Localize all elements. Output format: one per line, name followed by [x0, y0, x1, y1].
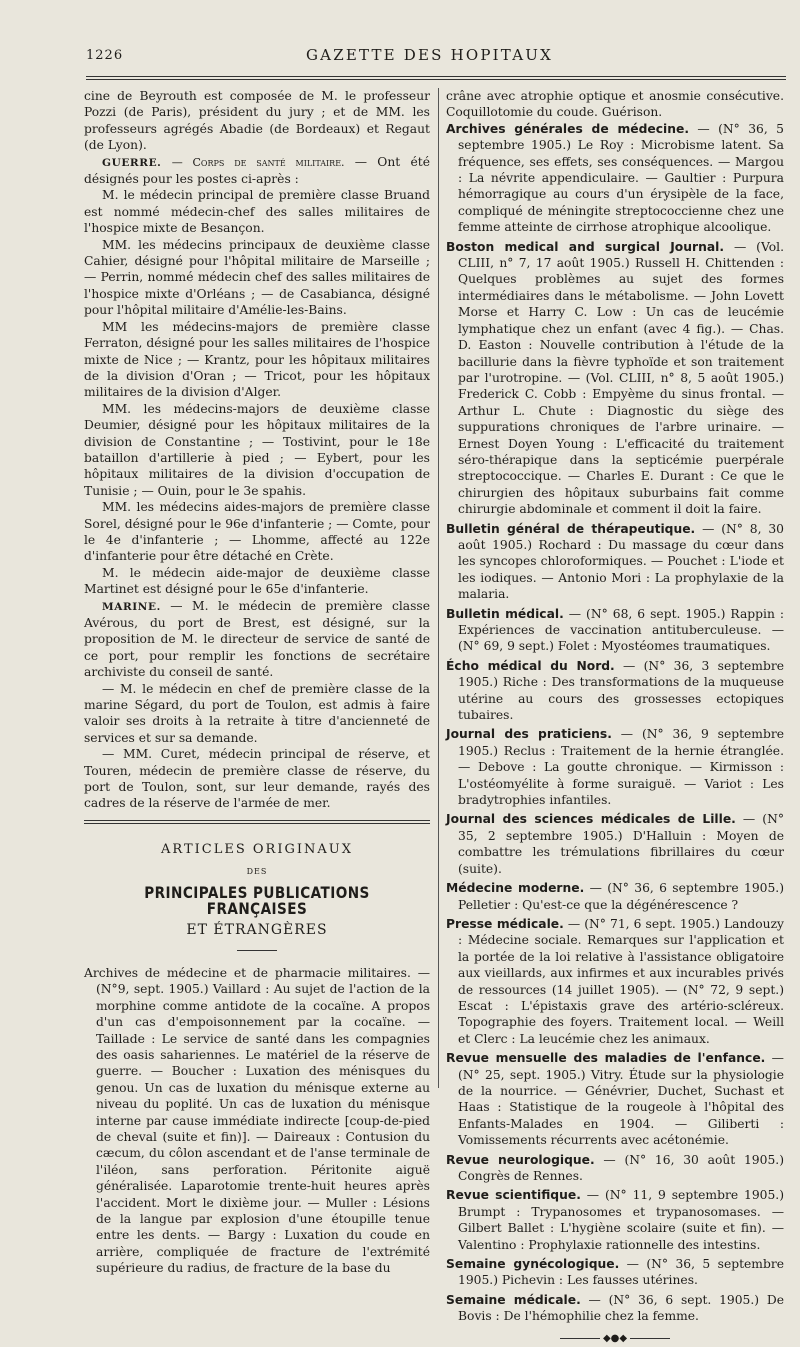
- entry-text: — (N° 68, 6 sept. 1905.) Rappin : Expériences de vaccination antituberculeuse. — (N° 69, 9 sept.) Folet : Myostéomes traumatiques.: [458, 606, 785, 654]
- guerre-paragraph: [84, 154, 430, 188]
- entry-semaine-medicale: [446, 1292, 784, 1325]
- journal-name: Boston medical and surgical Journal.: [446, 239, 725, 254]
- entry-text: — (N° 16, 30 août 1905.) Congrès de Rennes.: [458, 1152, 784, 1183]
- header-rule-bottom: [86, 79, 786, 80]
- paragraph-1: M. le médecin principal de première classe Bruand est nommé médecin-chef des salles militaires de l'hospice mixte de Besançon.: [84, 188, 430, 236]
- marine-paragraph: [84, 598, 430, 681]
- page-number: 1226: [86, 48, 124, 63]
- journal-name: Écho médical du Nord.: [446, 658, 615, 673]
- entry-archives-pharmacie: Archives de médecine et de pharmacie militaires. — (N°9, sept. 1905.) Vaillard : Au sujet de l'action de la morphine comme antidote de la cocaïne. A propos d'un cas d'empoisonnement par la cocaïne. — Taillade : Le service de santé dans les compagnies des oasis sahariennes. Le matériel de la réserve de guerre. — Boucher : Luxation des ménisques du genou. Un cas de luxation du ménisque externe au niveau du poplité. Un cas de luxation du ménisque interne par cause immédiate indirecte [coup-de-pied de cheval (suite et fin)]. — Daireaux : Contusion du cæcum, du côlon ascendant et de l'anse terminale de l'iléon, sans perforation. Péritonite aiguë généralisée. Laparotomie trente-huit heures après l'accident. Mort le dixième jour. — Muller : Lésions de la langue par explosion d'une étoupille tenue entre les dents. — Bargy : Luxation du coude en arrière, compliquée de fracture de l'extrémité supérieure du radius, de fracture de la base du: [84, 965, 430, 1276]
- entry-text: — (N° 36, 9 septembre 1905.) Reclus : Traitement de la hernie étranglée. — Debove : La goutte chronique. — Kirmisson : L'ostéomyélite à forme suraiguë. — Variot : Les bradytrophies infantiles.: [458, 727, 784, 808]
- entry-journal-praticiens: [446, 726, 784, 808]
- entry-text: — (N° 36, 3 septembre 1905.) Riche : Des transformations de la muqueuse utérine au cours des grossesses ectopiques tubaires.: [458, 658, 784, 723]
- entry-text: — (N° 36, 6 sept. 1905.) De Bovis : De l'hémophilie chez la femme.: [458, 1292, 784, 1324]
- entry-revue-scientifique: [446, 1187, 784, 1253]
- entry-text: — (N° 71, 6 sept. 1905.) Landouzy : Médecine sociale. Remarques sur l'application et la portée de la loi relative à l'assistance obligatoire aux vieillards, aux infirmes et aux incurables privés de ressources (14 juillet 1905). — (N° 72, 9 sept.) Escat : L'épistaxis grave des artério-scléreux. Topographie des foyers. Traitement local. — Weill et Clerc : La leucémie chez les animaux.: [458, 916, 785, 1046]
- entry-archives-generales: [446, 121, 784, 236]
- journal-name: Journal des sciences médicales de Lille.: [446, 812, 736, 827]
- paragraph-intro: cine de Beyrouth est composée de M. le professeur Pozzi (de Paris), président du jury ; et de MM. les professeurs agrégés Abadie (de Bordeaux) et Regaut (de Lyon).: [84, 89, 430, 153]
- entry-text: — (N° 36, 6 septembre 1905.) Pelletier : Qu'est-ce que la dégénérescence ?: [458, 881, 784, 912]
- header-rule-top: [86, 76, 786, 77]
- paragraph-4: MM. les médecins-majors de deuxième classe Deumier, désigné pour les hôpitaux militaires de la division de Constantine ; — Tostivint, pour le 18e bataillon d'artillerie à pied ; — Eybert, pour les hôpitaux militaires de la division d'occupation de Tunisie ; — Ouin, pour le 3e spahis.: [84, 401, 430, 498]
- entry-boston-journal: [446, 239, 784, 518]
- entry-text: — (N° 36, 5 septembre 1905.) Pichevin : Les fausses utérines.: [458, 1257, 784, 1288]
- entry-text: — (N° 11, 9 septembre 1905.) Brumpt : Trypanosomes et trypanosomases. — Gilbert Ballet : L'hygiène scolaire (suite et fin). — Valentino : Prophylaxie rationnelle des intestins.: [458, 1188, 784, 1252]
- guerre-label: GUERRE.: [102, 156, 162, 169]
- journal-name: Revue mensuelle des maladies de l'enfance.: [446, 1051, 766, 1066]
- entry-text: — (Vol. CLIII, n° 7, 17 août 1905.) Russell H. Chittenden : Quelques problèmes au sujet des formes intermédiaires dans le métabolisme. — John Lovett Morse et Harry C. Low : Un cas de leucémie lymphatique chez un enfant (avec 4 fig.). — Chas. D. Easton : Nouvelle contribution à l'étude de la bacillurie dans la fièvre typhoïde et son traitement par l'urotropine. — (Vol. CLIII, n° 8, 5 août 1905.) Frederick C. Cobb : Empyème du sinus frontal. — Arthur L. Chute : Diagnostic du siège des suppurations chroniques de l'arbre urinaire. — Ernest Doyen Young : L'efficacité du traitement séro-thérapique dans la septicémie puerpérale streptococcique. — Charles E. Durant : Ce que le chirurgien des hôpitaux suburbains fait comme chirurgie abdominale et comment il doit la faire.: [458, 239, 784, 517]
- right-column: [446, 88, 784, 1347]
- journal-name: Presse médicale.: [446, 916, 564, 931]
- continuation-text: crâne avec atrophie optique et anosmie consécutive. Coquillotomie du coude. Guérison.: [446, 89, 784, 120]
- entry-text: — (N° 35, 2 septembre 1905.) D'Halluin : Moyen de combattre les trémulations fibrillaires du cœur (suite).: [458, 812, 784, 876]
- column-divider: [438, 88, 439, 1088]
- journal-name: Journal des praticiens.: [446, 727, 612, 742]
- paragraph-8: — MM. Curet, médecin principal de réserve, et Touren, médecin de première classe de réserve, du port de Toulon, sont, sur leur demande, rayés des cadres de la réserve de l'armée de mer.: [84, 747, 430, 811]
- marine-text: — M. le médecin de première classe Avérous, du port de Brest, est désigné, sur la proposition de M. le directeur de service de santé de ce port, pour remplir les fonctions de secrétaire archiviste du conseil de santé.: [84, 598, 430, 680]
- entry-revue-neurologique: [446, 1152, 784, 1185]
- entry-bulletin-therapeutique: [446, 521, 784, 603]
- end-ornament: ◆●◆: [446, 1331, 784, 1347]
- paragraph-7: — M. le médecin en chef de première classe de la marine Ségard, du port de Toulon, est admis à faire valoir ses droits à la retraite à titre d'ancienneté de services et sur sa demande.: [84, 681, 430, 745]
- journal-name: Médecine moderne.: [446, 881, 585, 896]
- paragraph-2: MM. les médecins principaux de deuxième classe Cahier, désigné pour l'hôpital militaire de Marseille ; — Perrin, nommé médecin chef des salles militaires de l'hospice mixte d'Orléans ; — de Casabianca, désigné pour l'hôpital militaire d'Amélie-les-Bains.: [84, 237, 430, 318]
- page-header: [86, 48, 786, 72]
- journal-name: Revue neurologique.: [446, 1152, 595, 1167]
- entry-bulletin-medical: [446, 606, 784, 655]
- section-des: DES: [246, 867, 268, 877]
- journal-name: Revue scientifique.: [446, 1188, 581, 1203]
- entry-text: — (N° 36, 5 septembre 1905.) Le Roy : Microbisme latent. Sa fréquence, ses effets, ses conséquences. — Margou : La névrite appendiculaire. — Gaultier : Purpura hémorragique au cours d'un érysipèle de la face, compliqué de méningite streptococcienne chez une femme atteinte de cirrhose atrophique alcoolique.: [458, 121, 784, 235]
- guerre-subtitle: — Corps de santé militaire.: [171, 155, 345, 169]
- entry-journal-lille: [446, 811, 784, 877]
- entry-presse-medicale: [446, 916, 784, 1047]
- section-double-rule: [84, 820, 430, 824]
- entry-text: — (N° 25, sept. 1905.) Vitry. Étude sur la physiologie de la nourrice. — Génévrier, Duchet, Suchast et Haas : Statistique de la rougeole à l'hôpital des Enfants-Malades en 1904. — Giliberti : Vomissements récurrents avec acétonémie.: [458, 1051, 784, 1148]
- journal-name: Archives générales de médecine.: [446, 121, 690, 136]
- journal-title: GAZETTE DES HOPITAUX: [306, 46, 553, 64]
- entry-medecine-moderne: [446, 880, 784, 913]
- journal-name: Bulletin médical.: [446, 606, 564, 621]
- paragraph-6: M. le médecin aide-major de deuxième classe Martinet est désigné pour le 65e d'infanterie.: [84, 565, 430, 597]
- section-short-rule: [237, 950, 277, 951]
- entry-text: — (N° 8, 30 août 1905.) Rochard : Du massage du cœur dans les syncopes chloroformiques. — Pouchet : L'iode et les iodiques. — Antonio Mori : La prophylaxie de la malaria.: [458, 521, 784, 602]
- entry-revue-enfance: [446, 1050, 784, 1148]
- paragraph-5: MM. les médecins aides-majors de première classe Sorel, désigné pour le 96e d'infanterie ; — Comte, pour le 4e d'infanterie ; — Lhomme, affecté au 122e d'infanterie pour être détaché en Crète.: [84, 500, 431, 564]
- section-title: ARTICLES ORIGINAUX: [161, 841, 353, 857]
- left-column: [84, 88, 430, 1280]
- entry-semaine-gynecologique: [446, 1256, 784, 1289]
- marine-label: MARINE.: [102, 600, 161, 613]
- entry-echo-medical: [446, 658, 784, 724]
- journal-name: Bulletin général de thérapeutique.: [446, 521, 696, 536]
- section-subtitle: ET ÉTRANGÈRES: [186, 921, 328, 938]
- guerre-text: — Ont été désignés pour les postes ci-après :: [84, 154, 430, 187]
- section-main-title: PRINCIPALES PUBLICATIONS FRANÇAISES: [144, 882, 370, 919]
- paragraph-3: MM les médecins-majors de première classe Ferraton, désigné pour les salles militaires de l'hospice mixte de Nice ; — Krantz, pour les hôpitaux militaires de la division d'Oran ; — Tricot, pour les hôpitaux militaires de la division d'Alger.: [84, 319, 430, 400]
- journal-name: Semaine gynécologique.: [446, 1257, 620, 1272]
- journal-name: Semaine médicale.: [446, 1292, 581, 1307]
